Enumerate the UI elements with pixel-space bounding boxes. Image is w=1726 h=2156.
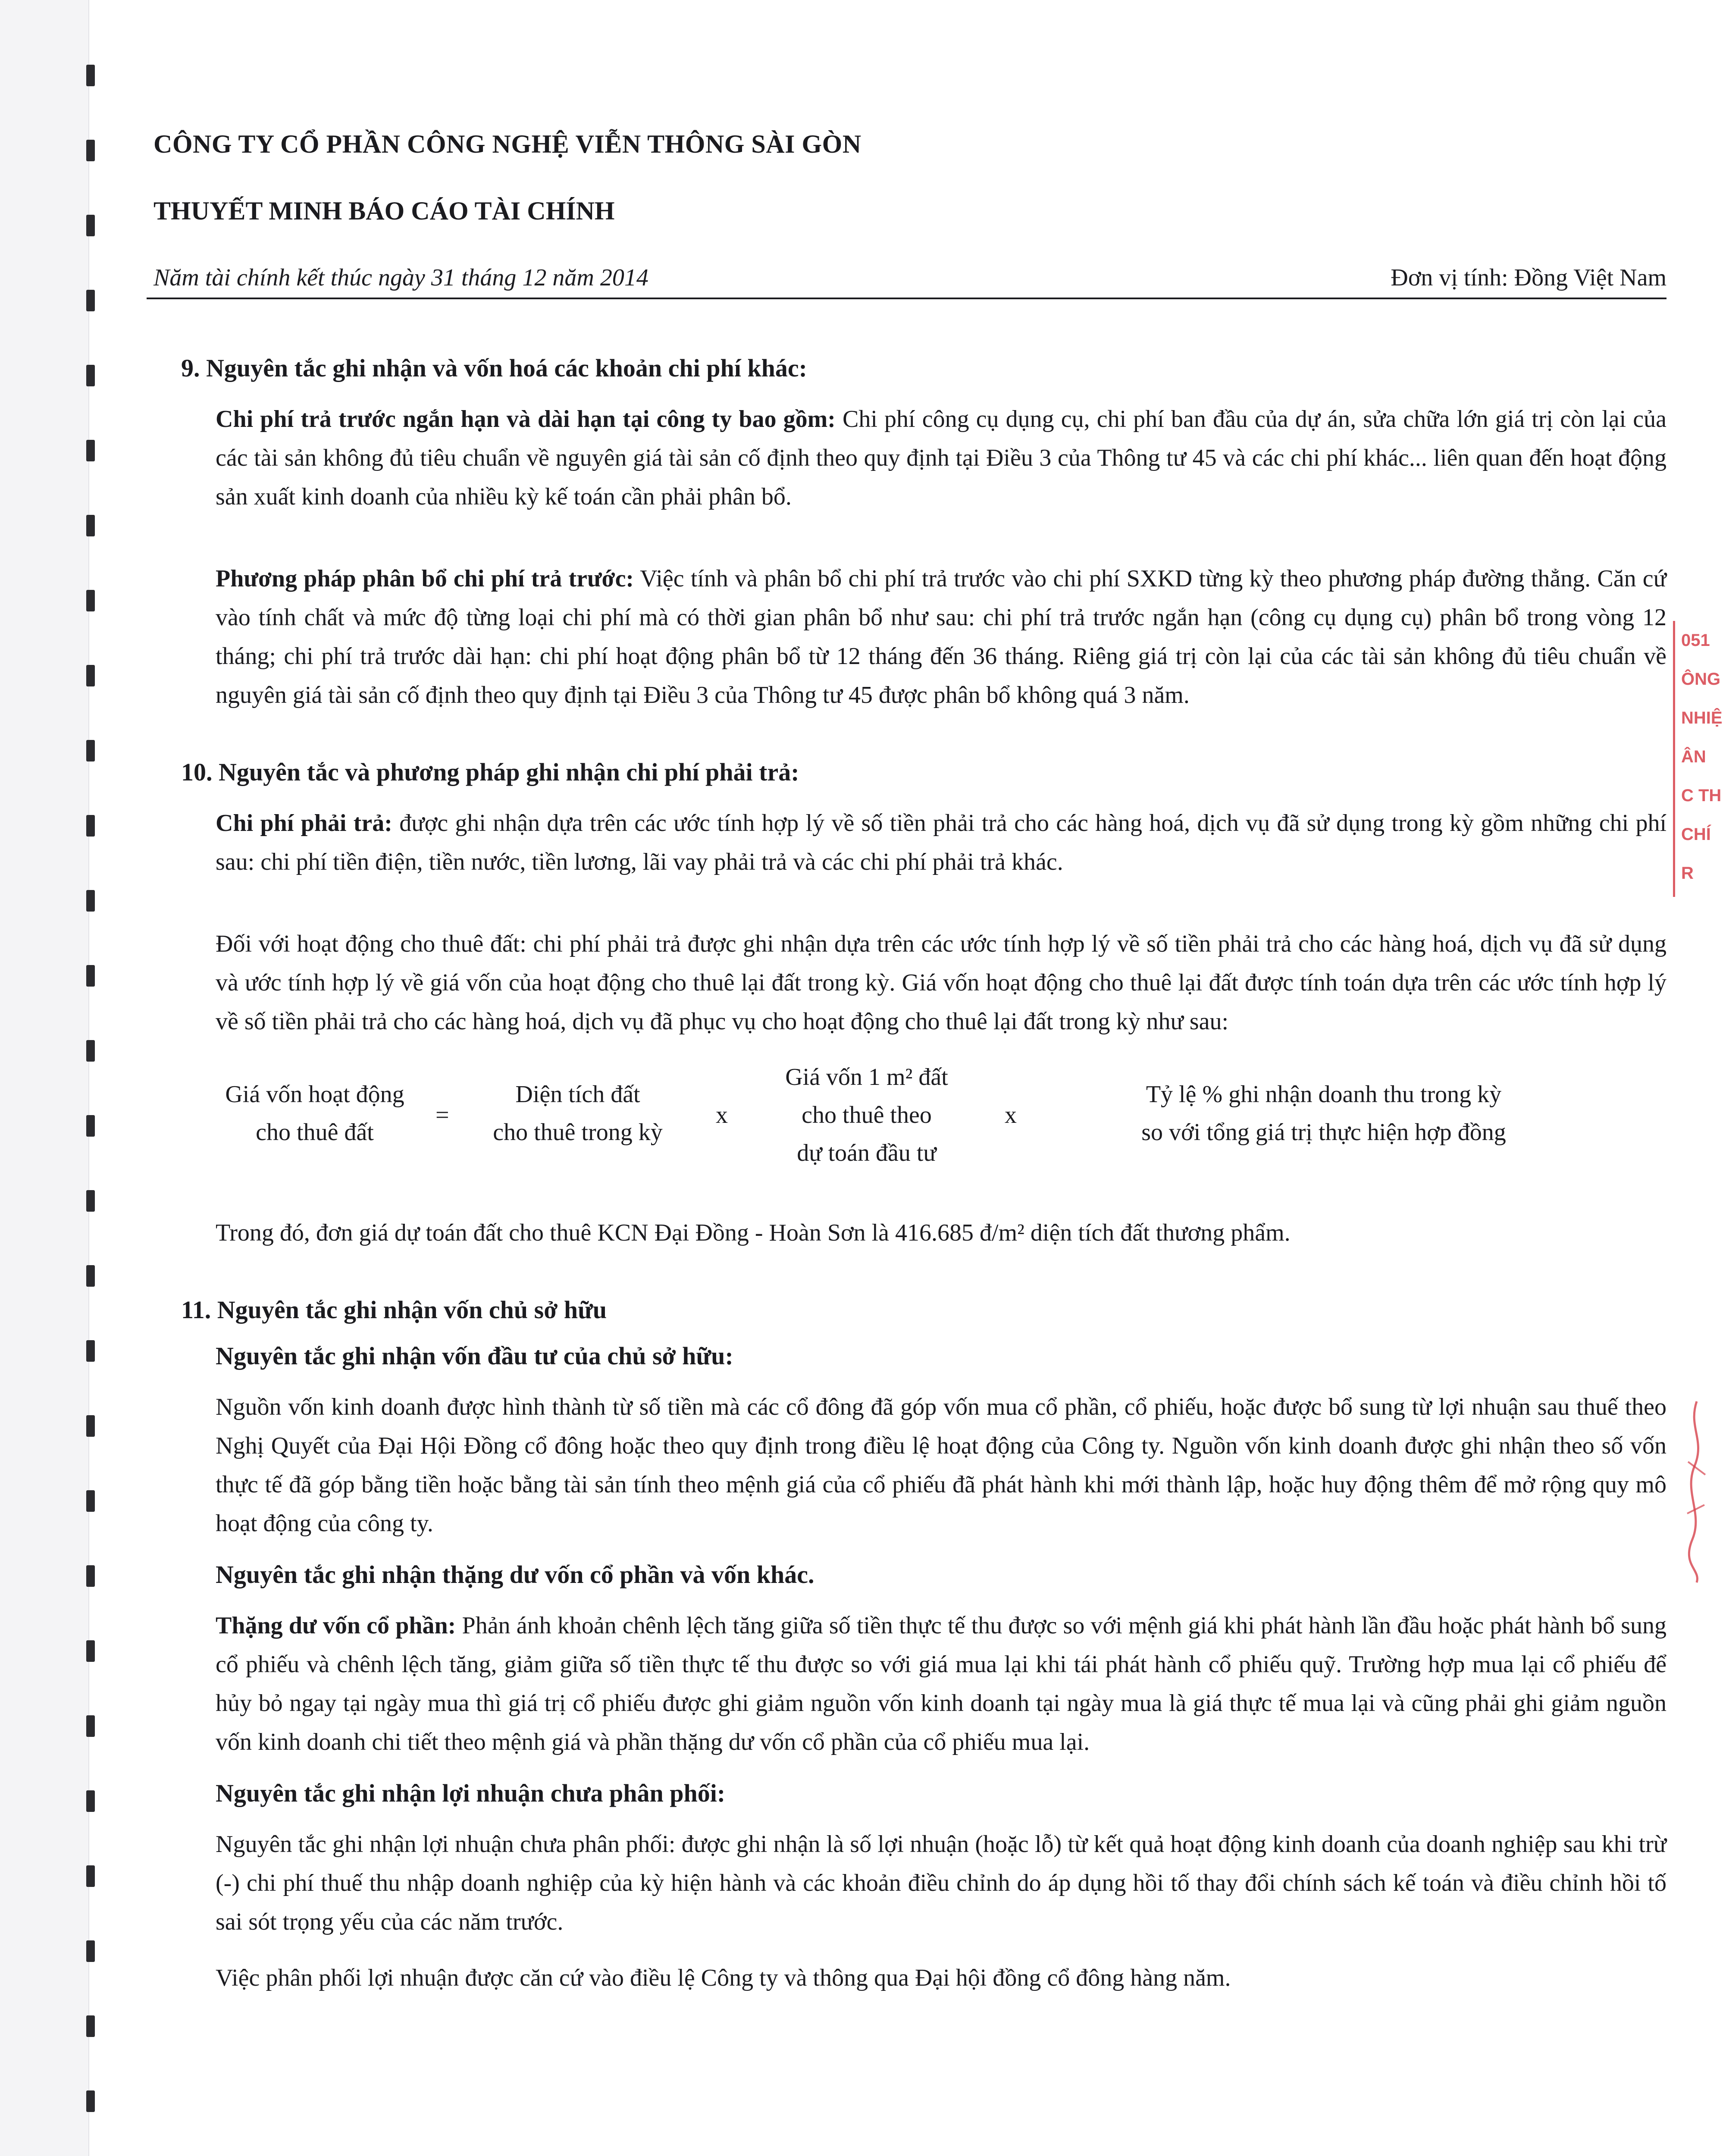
binding-hole (86, 815, 95, 837)
currency-unit: Đơn vị tính: Đồng Việt Nam (1391, 264, 1666, 291)
section-9-para-2 (216, 559, 1666, 714)
share-premium-para (216, 1606, 1666, 1761)
binding-hole (86, 1715, 95, 1737)
stamp-text-fragment: NHIỆ (1681, 708, 1723, 727)
binding-hole (86, 590, 95, 611)
page-content (147, 354, 1666, 2015)
signature-mark (1684, 1401, 1710, 1583)
binding-hole (86, 1940, 95, 1962)
binding-hole (86, 1865, 95, 1887)
equity-para: Nguồn vốn kinh doanh được hình thành từ số tiền mà các cổ đông đã góp vốn mua cổ phần, cổ phiếu, hoặc được bổ sung từ lợi nhuận sau thuế theo Nghị Quyết của Đại Hội Đồng cổ đông hoặc theo quy định trong điều lệ hoạt động của Công ty. Nguồn vốn kinh doanh được ghi nhận theo số vốn thực tế đã góp bằng tiền hoặc bằng tài sản tính theo mệnh giá của cổ phiếu đã phát hành khi mới thành lập, hoặc huy động thêm để mở rộng quy mô hoạt động của công ty. (216, 1394, 1666, 1537)
binding-hole (86, 2015, 95, 2037)
stamp-text-fragment: C TH (1681, 786, 1722, 805)
accrued-text: được ghi nhận dựa trên các ước tính hợp lý về số tiền phải trả cho các hàng hoá, dịch vụ đã sử dụng trong kỳ gồm những chi phí sau: chi phí tiền điện, tiền nước, tiền lương, lãi vay phải trả và các chi phí phải trả khác. (216, 810, 1666, 875)
prepaid-heading: Chi phí trả trước ngắn hạn và dài hạn tại công ty bao gồm: (216, 406, 836, 432)
formula-equals: = (435, 1102, 449, 1128)
formula-term-area: Diện tích đất cho thuê trong kỳ (493, 1081, 663, 1146)
formula-term-unit-cost: Giá vốn 1 m² đất cho thuê theo dự toán đầu tư (785, 1064, 948, 1166)
profit-distribution-para: Việc phân phối lợi nhuận được căn cứ vào điều lệ Công ty và thông qua Đại hội đồng cổ đông hàng năm. (216, 1965, 1231, 1991)
binding-hole (86, 1115, 95, 1137)
binding-hole (86, 2090, 95, 2112)
stamp-text-fragment: ÔNG (1681, 670, 1721, 689)
accrued-heading: Chi phí phải trả: (216, 810, 392, 837)
retained-earnings-para: Nguyên tắc ghi nhận lợi nhuận chưa phân phối: được ghi nhận là số lợi nhuận (hoặc lỗ) từ kết quả hoạt động kinh doanh của doanh nghiệp sau khi trừ (-) chi phí thuế thu nhập doanh nghiệp của kỳ hiện hành và các khoản điều chỉnh do áp dụng hồi tố thay đổi chính sách kế toán và điều chỉnh hồi tố sai sót trọng yếu của các năm trước. (216, 1831, 1666, 1935)
formula-term-cost: Giá vốn hoạt động cho thuê đất (225, 1081, 404, 1146)
section-10-para-1 (216, 804, 1666, 881)
binding-hole (86, 890, 95, 912)
section-11-title: 11. Nguyên tắc ghi nhận vốn chủ sở hữu (181, 1296, 607, 1324)
binding-hole (86, 1340, 95, 1362)
stamp-text-fragment: ÂN (1681, 747, 1706, 766)
retained-earnings-subheading: Nguyên tắc ghi nhận lợi nhuận chưa phân phối: (216, 1779, 726, 1807)
section-10-para-3: Trong đó, đơn giá dự toán đất cho thuê KCN Đại Đồng - Hoàn Sơn là 416.685 đ/m² diện tích đất thương phẩm. (216, 1219, 1291, 1246)
allocation-text: Việc tính và phân bổ chi phí trả trước vào chi phí SXKD từng kỳ theo phương pháp đường thẳng. Căn cứ vào tính chất và mức độ từng loại chi phí mà có thời gian phân bổ như sau: chi phí trả trước ngắn hạn (công cụ dụng cụ) phân bổ trong vòng 12 tháng; chi phí trả trước dài hạn: chi phí hoạt động phân bổ từ 12 tháng đến 36 tháng. Riêng giá trị còn lại của các tài sản không đủ tiêu chuẩn về nguyên giá tài sản cố định theo quy định tại Điều 3 của Thông tư 45 được phân bổ không quá 3 năm. (216, 565, 1666, 708)
formula-term-ratio: Tỷ lệ % ghi nhận doanh thu trong kỳ so với tổng giá trị thực hiện hợp đồng (1141, 1081, 1506, 1146)
company-name: CÔNG TY CỔ PHẦN CÔNG NGHỆ VIỄN THÔNG SÀI GÒN (153, 130, 861, 158)
binding-hole (86, 1190, 95, 1212)
stamp-text-fragment: R (1681, 864, 1694, 883)
binding-hole (86, 140, 95, 161)
binding-hole (86, 65, 95, 86)
document-page (147, 0, 1666, 2156)
binding-margin (0, 0, 89, 2156)
binding-hole (86, 1265, 95, 1287)
equity-subheading: Nguyên tắc ghi nhận vốn đầu tư của chủ sở hữu: (216, 1342, 733, 1370)
binding-hole (86, 1040, 95, 1062)
binding-hole (86, 1490, 95, 1512)
fiscal-period: Năm tài chính kết thúc ngày 31 tháng 12 năm 2014 (153, 264, 648, 291)
binding-hole (86, 1640, 95, 1662)
header-rule (147, 298, 1666, 299)
binding-hole (86, 215, 95, 236)
section-10-title: 10. Nguyên tắc và phương pháp ghi nhận chi phí phải trả: (181, 758, 799, 786)
stamp-text-fragment: CHÍ (1681, 825, 1711, 844)
section-9-para-1 (216, 400, 1666, 516)
binding-hole (86, 515, 95, 536)
prepaid-text: Chi phí công cụ dụng cụ, chi phí ban đầu của dự án, sửa chữa lớn giá trị còn lại của các tài sản không đủ tiêu chuẩn về nguyên giá tài sản cố định theo quy định tại Điều 3 của Thông tư 45 và các chi phí khác... liên quan đến hoạt động sản xuất kinh doanh của nhiều kỳ kế toán cần phải phân bổ. (216, 406, 1666, 510)
formula-times-1: x (716, 1102, 728, 1128)
stamp-text-fragment: 051 (1681, 631, 1710, 650)
share-premium-subheading: Nguyên tắc ghi nhận thặng dư vốn cổ phần và vốn khác. (216, 1561, 814, 1589)
binding-hole (86, 365, 95, 386)
formula-times-2: x (1005, 1102, 1017, 1128)
share-premium-text: Phản ánh khoản chênh lệch tăng giữa số tiền thực tế thu được so với mệnh giá khi phát hành lần đầu hoặc phát hành bổ sung cổ phiếu và chênh lệch tăng, giảm giữa số tiền thực tế thu được so với giá mua lại khi tái phát hành cổ phiếu quỹ. Trường hợp mua lại cổ phiếu để hủy bỏ ngay tại ngày mua thì giá trị cổ phiếu được ghi giảm nguồn vốn kinh doanh tại ngày mua là giá thực tế mua lại và cũng phải ghi giảm nguồn vốn kinh doanh chi tiết theo mệnh giá và phần thặng dư vốn cổ phần của cổ phiếu mua lại. (216, 1612, 1667, 1755)
company-stamp (1673, 621, 1726, 897)
report-title: THUYẾT MINH BÁO CÁO TÀI CHÍNH (153, 197, 615, 225)
binding-hole (86, 290, 95, 311)
section-9-title: 9. Nguyên tắc ghi nhận và vốn hoá các khoản chi phí khác: (181, 354, 807, 382)
allocation-heading: Phương pháp phân bổ chi phí trả trước: (216, 565, 634, 592)
binding-hole (86, 1415, 95, 1437)
binding-hole (86, 965, 95, 987)
binding-hole (86, 1565, 95, 1587)
binding-hole (86, 1790, 95, 1812)
binding-hole (86, 440, 95, 461)
section-10-para-2: Đối với hoạt động cho thuê đất: chi phí phải trả được ghi nhận dựa trên các ước tính hợp lý về số tiền phải trả cho các hàng hoá, dịch vụ đã sử dụng và ước tính hợp lý về giá vốn của hoạt động cho thuê lại đất trong kỳ. Giá vốn hoạt động cho thuê lại đất được tính toán dựa trên các ước tính hợp lý về số tiền phải trả cho các hàng hoá, dịch vụ đã phục vụ cho hoạt động cho thuê lại đất trong kỳ như sau: (216, 931, 1666, 1035)
binding-hole (86, 740, 95, 761)
share-premium-heading: Thặng dư vốn cổ phần: (216, 1612, 456, 1639)
binding-hole (86, 665, 95, 686)
cost-formula (216, 1058, 1666, 1200)
